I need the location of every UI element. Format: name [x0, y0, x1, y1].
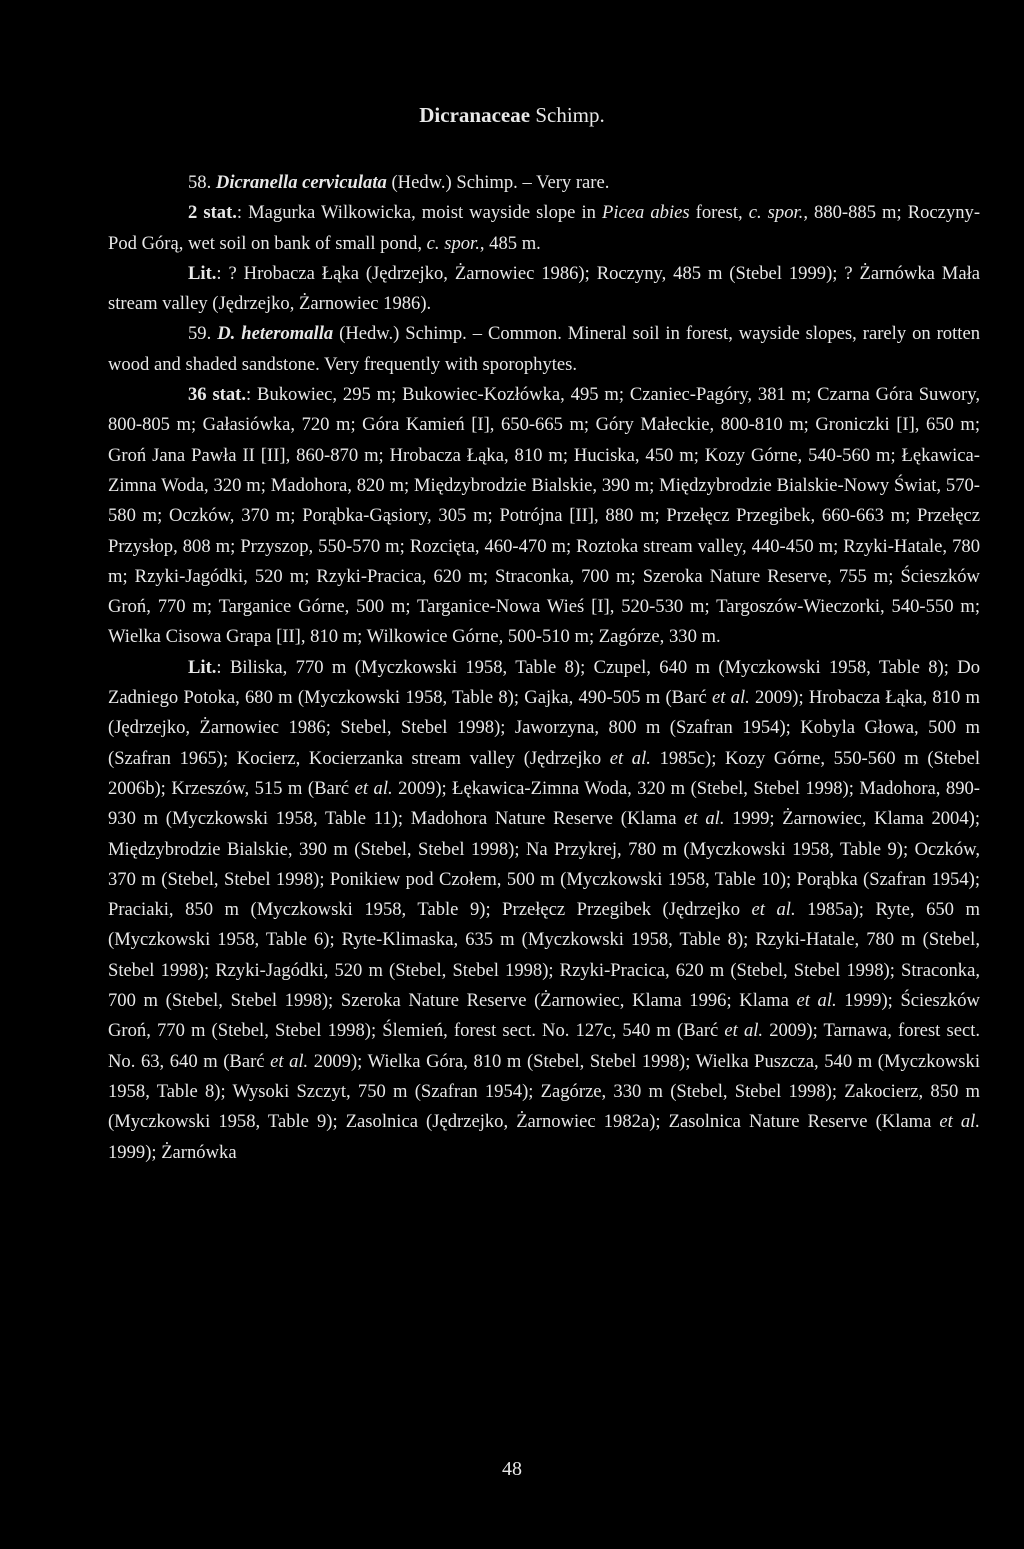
literature-text: 2009); Wielka Góra, 810 m (Stebel, Stebel 1998); Wielka Puszcza, 540 m (Myczkowski 1958, Table 8); Wysoki Szczyt, 750 m (Szafran 1954); Zagórze, 330 m (Stebel, Stebel 1998); Zakocierz, 850 m (Myczkowski 1958, Table 9); Zasolnica (Jędrzejko, Żarnowiec 1982a); Zasolnica Nature Reserve (Klama	[108, 1050, 980, 1133]
literature-text: 2009); Tarnawa, forest sect. No. 63, 640 m (Barć	[108, 1020, 981, 1072]
literature-text: : ? Hrobacza Łąka (Jędrzejko, Żarnowiec 1986); Roczyny, 485 m (Stebel 1999); ? Żarnówka Mała stream valley (Jędrzejko, Żarnowiec 1986).	[108, 262, 980, 315]
page-number: 48	[502, 1458, 522, 1480]
stations-label: 36 stat.	[188, 384, 247, 406]
literature-text: 1999; Żarnowiec, Klama 2004); Międzybrodzie Bialskie, 390 m (Stebel, Stebel 1998); Na Przykrej, 780 m (Myczkowski 1958, Table 9); Oczków, 370 m (Stebel, Stebel 1998); Ponikiew pod Czołem, 500 m (Myczkowski 1958, Table 10); Porąbka (Szafran 1954); Praciaki, 850 m (Myczkowski 1958, Table 9); Przełęcz Przegibek (Jędrzejko	[108, 808, 981, 921]
stations-text: , 485 m.	[479, 232, 541, 254]
species-58-description: (Hedw.) Schimp. – Very rare.	[386, 172, 610, 193]
species-59-stations	[108, 380, 980, 653]
species-58-literature	[108, 259, 980, 320]
literature-text: 1985c); Kozy Górne, 550-560 m (Stebel 2006b); Krzeszów, 515 m (Barć	[108, 747, 980, 799]
et-al: et al.	[609, 747, 651, 769]
species-59-literature	[108, 653, 980, 1168]
stations-label: 2 stat.	[188, 202, 237, 224]
species-58-name: Dicranella cerviculata	[215, 172, 387, 193]
literature-label: Lit.	[188, 262, 217, 284]
spor-note: c. spor.	[748, 202, 804, 224]
species-59-description: (Hedw.) Schimp. – Common. Mineral soil in forest, wayside slopes, rarely on rotten wood and shaded sandstone. Very frequently with sporophytes.	[108, 323, 980, 375]
literature-text: 1985a); Ryte, 650 m (Myczkowski 1958, Table 6); Ryte-Klimaska, 635 m (Myczkowski 1958, Table 8); Rzyki-Hatale, 780 m (Stebel, Stebel 1998); Rzyki-Jagódki, 520 m (Stebel, Stebel 1998); Rzyki-Pracica, 620 m (Stebel, Stebel 1998); Straconka, 700 m (Stebel, Stebel 1998); Szeroka Nature Reserve (Żarnowiec, Klama 1996; Klama	[108, 899, 980, 1012]
et-al: et al.	[270, 1050, 309, 1072]
et-al: et al.	[724, 1020, 764, 1042]
literature-text: : Biliska, 770 m (Myczkowski 1958, Table 8); Czupel, 640 m (Myczkowski 1958, Table 8); Do Zadniego Potoka, 680 m (Myczkowski 1958, Table 8); Gajka, 490-505 m (Barć	[108, 656, 980, 709]
literature-text: 2009); Hrobacza Łąka, 810 m (Jędrzejko, Żarnowiec 1986; Stebel, Stebel 1998); Jaworzyna, 800 m (Szafran 1954); Kobyla Głowa, 500 m (Szafran 1965); Kocierz, Kocierzanka stream valley (Jędrzejko	[108, 687, 980, 769]
species-59-name: D. heteromalla	[217, 323, 334, 345]
et-al: et al.	[712, 687, 750, 709]
species-58-heading	[108, 168, 980, 198]
et-al: et al.	[354, 777, 393, 799]
family-author: Schimp.	[530, 103, 605, 127]
spor-note: c. spor.	[426, 232, 480, 254]
et-al: et al.	[751, 899, 796, 921]
family-name: Dicranaceae	[419, 103, 531, 127]
stations-text: : Magurka Wilkowicka, moist wayside slope in	[236, 202, 602, 224]
et-al: et al.	[939, 1111, 980, 1133]
text-body	[108, 168, 980, 1168]
et-al: et al.	[796, 990, 837, 1012]
literature-text: 2009); Łękawica-Zimna Woda, 320 m (Stebel, Stebel 1998); Madohora, 890-930 m (Myczkowski 1958, Table 11); Madohora Nature Reserve (Klama	[108, 777, 980, 830]
literature-text: 1999); Ścieszków Groń, 770 m (Stebel, Stebel 1998); Ślemień, forest sect. No. 127c, 540 m (Barć	[108, 990, 980, 1042]
taxon-name: Picea abies	[601, 202, 690, 224]
species-59-number: 59.	[188, 323, 218, 345]
species-58-number: 58.	[188, 172, 216, 193]
stations-text: , 880-885 m; Roczyny-Pod Górą, wet soil on bank of small pond,	[108, 202, 981, 254]
species-58-stations	[108, 198, 980, 259]
family-header	[0, 100, 1024, 130]
stations-text: : Bukowiec, 295 m; Bukowiec-Kozłówka, 495 m; Czaniec-Pagóry, 381 m; Czarna Góra Suwory, 800-805 m; Gałasiówka, 720 m; Góra Kamień [I], 650-665 m; Góry Małeckie, 800-810 m; Groniczki [I], 650 m; Groń Jana Pawła II [II], 860-870 m; Hrobacza Łąka, 810 m; Huciska, 450 m; Kozy Górne, 540-560 m; Łękawica-Zimna Woda, 320 m; Madohora, 820 m; Międzybrodzie Bialskie, 390 m; Międzybrodzie Bialskie-Nowy Świat, 570-580 m; Oczków, 370 m; Porąbka-Gąsiory, 305 m; Potrójna [II], 880 m; Przełęcz Przegibek, 660-663 m; Przełęcz Przysłop, 808 m; Przyszop, 550-570 m; Rozcięta, 460-470 m; Roztoka stream valley, 440-450 m; Rzyki-Hatale, 780 m; Rzyki-Jagódki, 520 m; Rzyki-Pracica, 620 m; Straconka, 700 m; Szeroka Nature Reserve, 755 m; Ścieszków Groń, 770 m; Targanice Górne, 500 m; Targanice-Nowa Wieś [I], 520-530 m; Targoszów-Wieczorki, 540-550 m; Wielka Cisowa Grapa [II], 810 m; Wilkowice Górne, 500-510 m; Zagórze, 330 m.	[108, 384, 980, 648]
species-59-heading	[108, 319, 980, 380]
literature-text: 1999); Żarnówka	[108, 1141, 237, 1163]
literature-label: Lit.	[188, 656, 217, 678]
et-al: et al.	[684, 808, 725, 830]
stations-text: forest,	[689, 202, 749, 224]
